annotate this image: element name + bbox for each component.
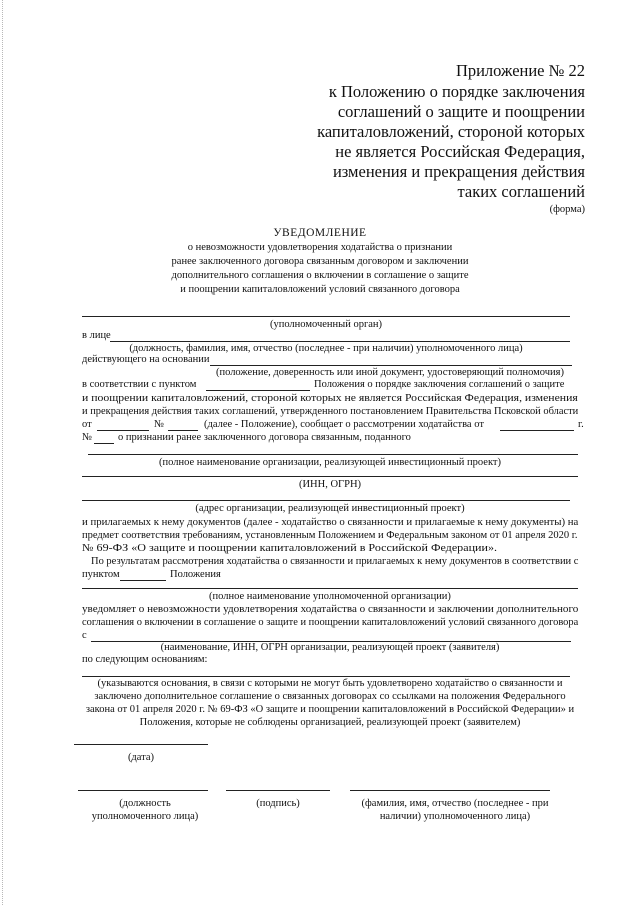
caption-signature: (подпись) xyxy=(256,798,300,809)
text-line: от xyxy=(82,419,92,430)
label-v-litse: в лице xyxy=(82,330,111,341)
form-label: (форма) xyxy=(549,204,585,215)
header-line: таких соглашений xyxy=(457,182,585,201)
header-line: не является Российская Федерация, xyxy=(335,142,585,161)
field-line[interactable] xyxy=(82,500,570,501)
caption-organ: (уполномоченный орган) xyxy=(269,319,383,330)
text-line: соглашения о включении в соглашение о защите и поощрении капиталовложений условий связанного договора xyxy=(82,617,579,628)
caption-position-2: уполномоченного лица) xyxy=(91,811,199,822)
caption-inn: (ИНН, ОГРН) xyxy=(298,479,362,490)
fio-line[interactable] xyxy=(350,790,550,791)
text-line: и прекращения действия таких соглашений, утвержденного постановлением Правительства Псковской области xyxy=(82,406,579,417)
caption-fio-2: наличии) уполномоченного лица) xyxy=(379,811,531,822)
field-line[interactable] xyxy=(110,341,570,342)
text-line: с xyxy=(82,630,87,641)
field-line[interactable] xyxy=(168,430,198,431)
field-line[interactable] xyxy=(206,390,310,391)
text-line: и поощрении капиталовложений, стороной которых не является Российская Федерация, изменения xyxy=(82,393,578,404)
title-subline: о невозможности удовлетворения ходатайства о признании xyxy=(187,242,453,253)
field-line[interactable] xyxy=(94,443,114,444)
text-line: по следующим основаниям: xyxy=(82,654,208,665)
caption-fullname: (полное наименование организации, реализующей инвестиционный проект) xyxy=(158,457,501,468)
scan-edge xyxy=(2,0,4,905)
caption-position: (должность, фамилия, имя, отчество (последнее - при наличии) уполномоченного лица) xyxy=(129,343,523,354)
caption-applicant: (наименование, ИНН, ОГРН организации, реализующей проект (заявителя) xyxy=(160,642,500,653)
field-line[interactable] xyxy=(82,676,570,677)
text-line: и прилагаемых к нему документов (далее - ходатайство о связанности и прилагаемые к нему документы) на xyxy=(82,517,579,528)
field-line[interactable] xyxy=(82,476,578,477)
text-line: г. xyxy=(578,419,584,430)
signature-line[interactable] xyxy=(226,790,330,791)
caption-address: (адрес организации, реализующей инвестиционный проект) xyxy=(195,503,465,514)
caption-organ-full: (полное наименование уполномоченной организации) xyxy=(209,591,451,602)
field-line[interactable] xyxy=(500,430,574,431)
text-line: № 69-ФЗ «О защите и поощрении капиталовложений в Российской Федерации». xyxy=(82,543,498,554)
title-subline: и поощрении капиталовложений условий связанного договора xyxy=(180,284,460,295)
position-line[interactable] xyxy=(78,790,208,791)
header-line: капиталовложений, стороной которых xyxy=(317,122,585,141)
header-line: к Положению о порядке заключения xyxy=(328,82,585,101)
field-line[interactable] xyxy=(82,588,578,589)
appendix-number: Приложение № 22 xyxy=(455,61,585,80)
text-line: предмет соответствия требованиям, установленным Положением и Федеральным законом от 01 апреля 2020 г. xyxy=(82,530,578,541)
text-line: По результатам рассмотрения ходатайства о связанности и прилагаемых к нему документов в соответствии с xyxy=(91,556,579,567)
field-line[interactable] xyxy=(97,430,149,431)
text-line: (далее - Положение), сообщает о рассмотрении ходатайства от xyxy=(204,419,484,430)
field-line[interactable] xyxy=(210,365,572,366)
document-title: УВЕДОМЛЕНИЕ xyxy=(273,227,367,239)
text-line: № xyxy=(154,419,165,430)
caption-date: (дата) xyxy=(127,752,155,763)
text-line: пунктом xyxy=(82,569,120,580)
header-line: соглашений о защите и поощрении xyxy=(337,102,585,121)
label-acting: действующего на основании xyxy=(82,354,210,365)
title-subline: дополнительного соглашения о включении в соглашение о защите xyxy=(171,270,469,281)
text-line: в соответствии с пунктом xyxy=(82,379,197,390)
text-line: уведомляет о невозможности удовлетворения ходатайства о связанности и заключении дополнительного xyxy=(82,604,579,615)
date-line[interactable] xyxy=(74,744,208,745)
text-line: Положения xyxy=(170,569,221,580)
field-line[interactable] xyxy=(120,580,166,581)
caption-reasons: закона от 01 апреля 2020 г. № 69-ФЗ «О защите и поощрении капиталовложений в Российской Федерации» и xyxy=(85,704,575,715)
field-line[interactable] xyxy=(82,316,570,317)
field-line[interactable] xyxy=(88,454,578,455)
caption-fio-1: (фамилия, имя, отчество (последнее - при xyxy=(361,798,549,809)
title-subline: ранее заключенного договора связанным договором и заключении xyxy=(171,256,469,267)
caption-reasons: Положения, которые не соблюдены организацией, реализующей проект (заявителем) xyxy=(139,717,521,728)
caption-basis: (положение, доверенность или иной документ, удостоверяющий полномочия) xyxy=(215,367,565,378)
text-line: Положения о порядке заключения соглашений о защите xyxy=(314,379,565,390)
caption-reasons: (указываются основания, в связи с которыми не могут быть удовлетворено ходатайство о связанности и xyxy=(97,678,563,689)
header-line: изменения и прекращения действия xyxy=(332,162,585,181)
text-line: № xyxy=(82,432,93,443)
caption-position-1: (должность xyxy=(119,798,171,809)
caption-reasons: заключено дополнительное соглашение о связанных договорах со ссылками на положения Федерального xyxy=(94,691,566,702)
text-line: о признании ранее заключенного договора связанным, поданного xyxy=(118,432,411,443)
